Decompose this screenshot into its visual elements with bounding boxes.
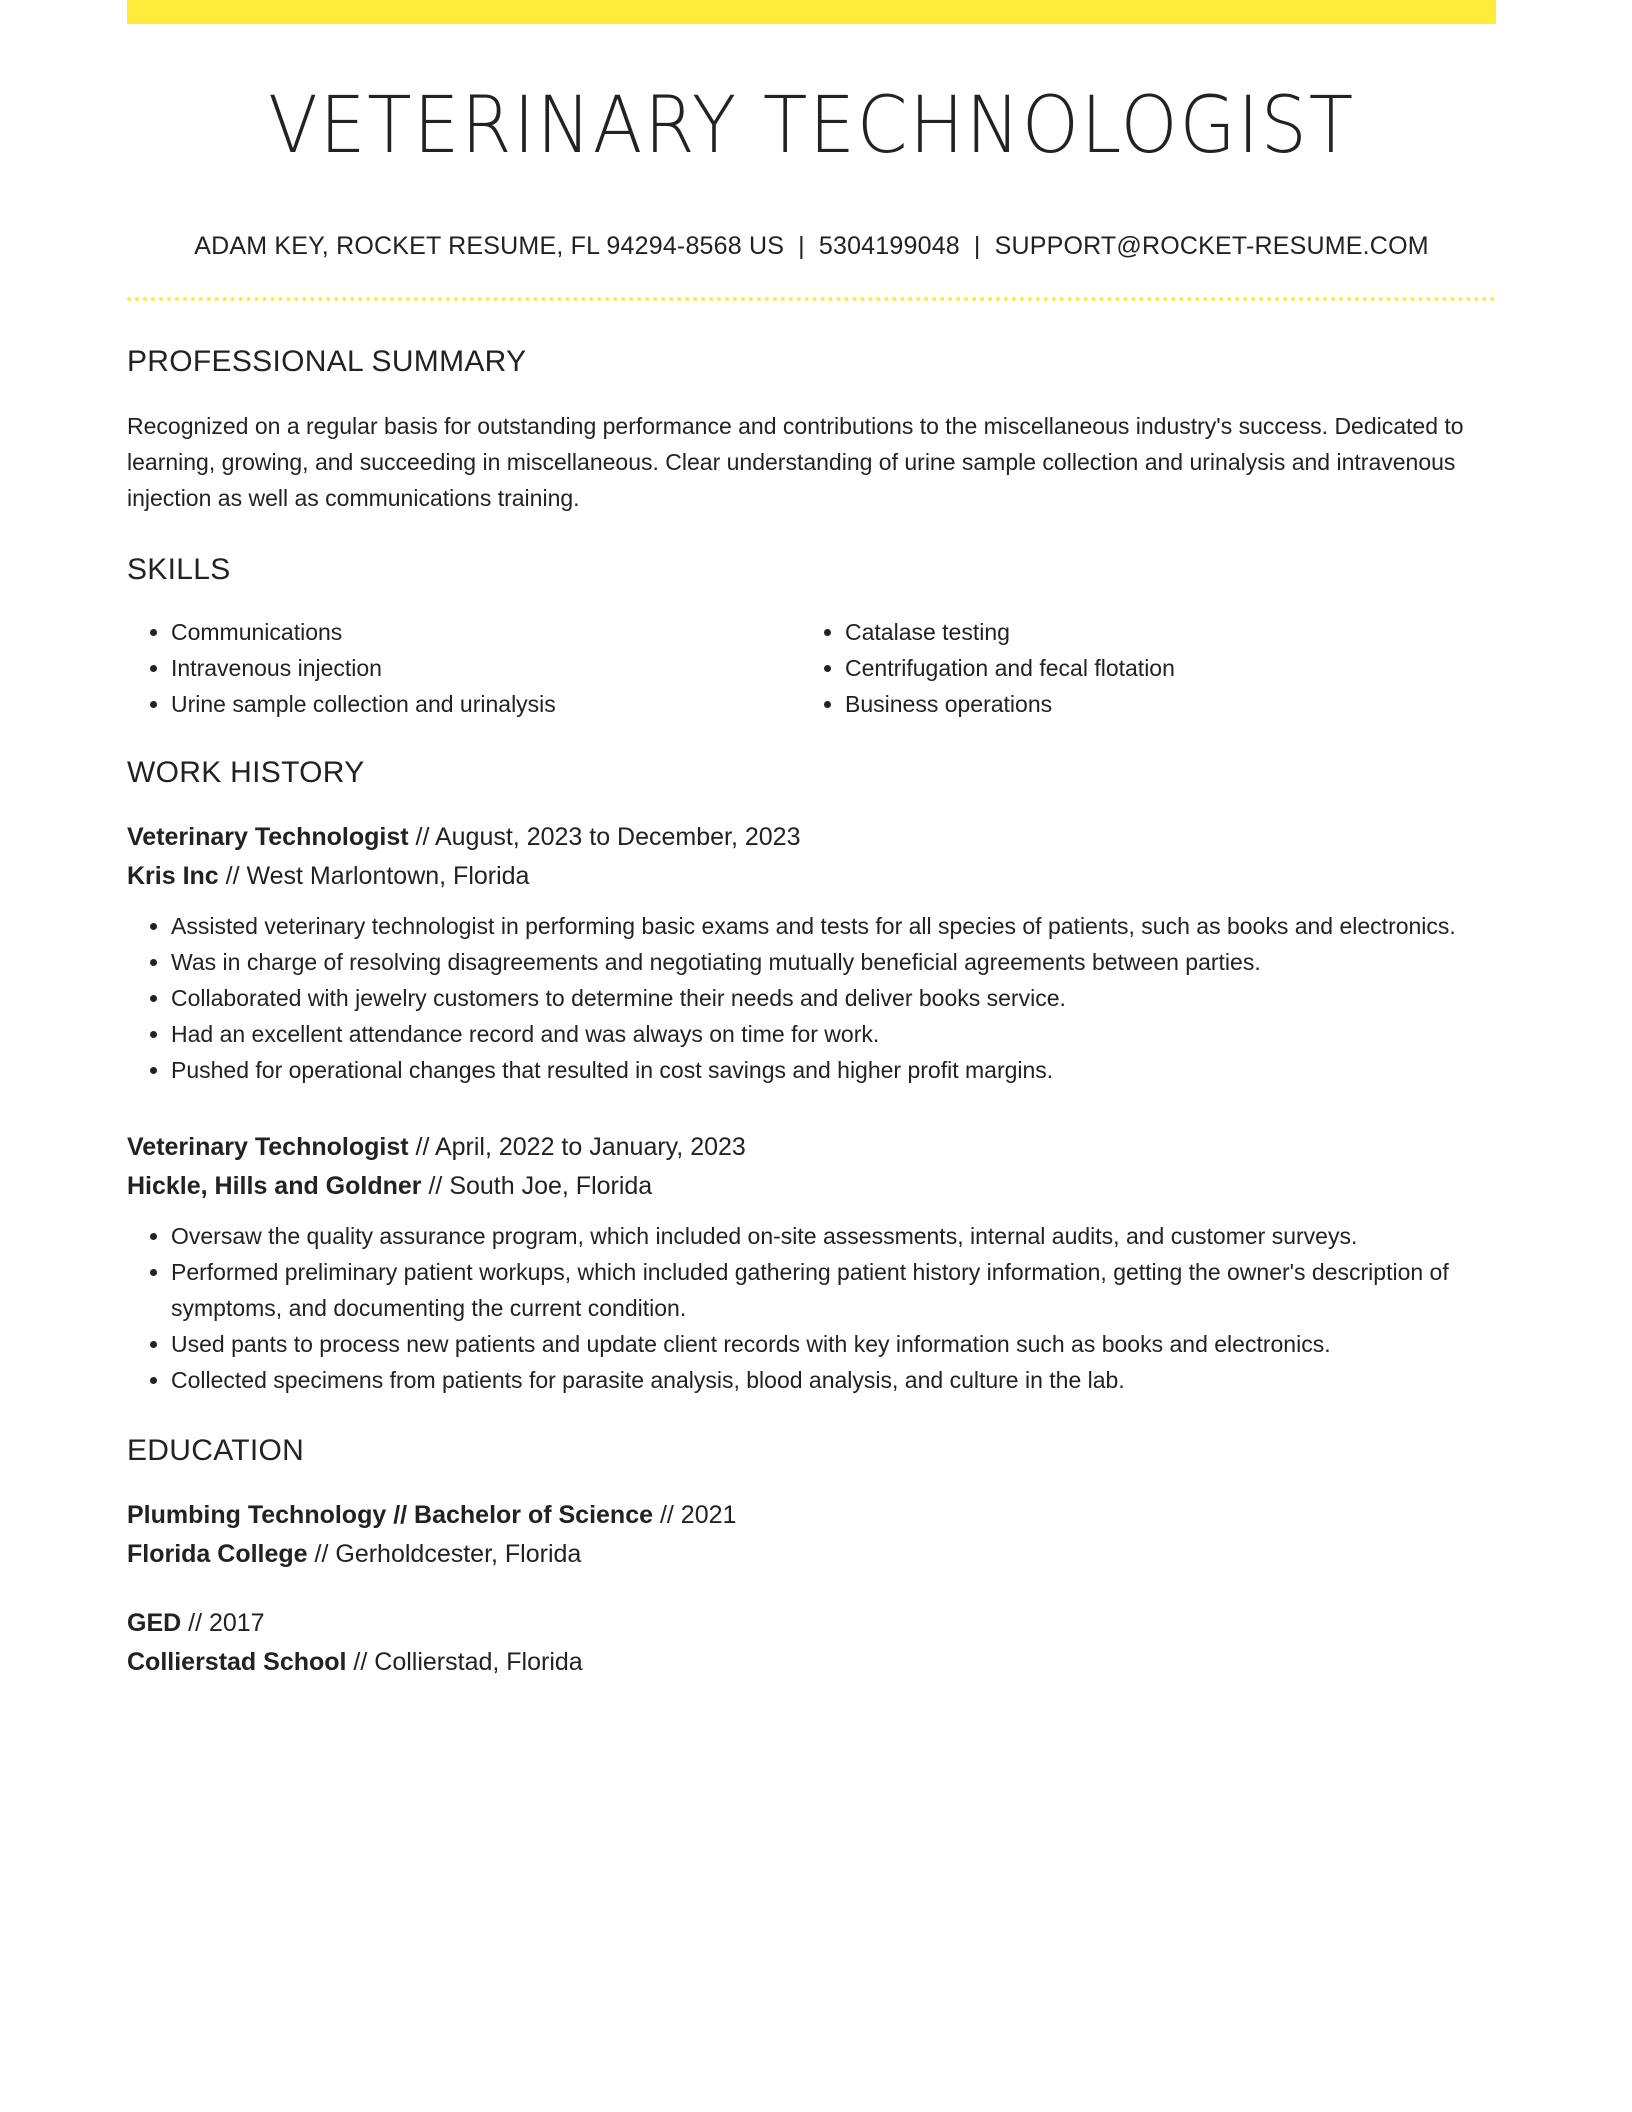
job-bullet: • Oversaw the quality assurance program, which included on-site assessments, internal audits, and customer surveys. [171, 1218, 1496, 1254]
skills-column-right [801, 614, 1475, 722]
education-entry [127, 1604, 1496, 1682]
job-role: Veterinary Technologist [127, 1132, 409, 1161]
education-degree-line [127, 1604, 1496, 1643]
job-entry [127, 1128, 1496, 1398]
top-accent-bar [127, 0, 1496, 24]
education-year: // 2021 [653, 1500, 737, 1529]
job-bullet: • Assisted veterinary technologist in performing basic exams and tests for all species of patients, such as books and electronics. [171, 908, 1496, 944]
job-company-line [127, 857, 1496, 896]
resume-title: VETERINARY TECHNOLOGIST [268, 81, 1355, 171]
education-year: // 2017 [181, 1608, 265, 1637]
job-location: // West Marlontown, Florida [218, 861, 530, 890]
job-dates: // August, 2023 to December, 2023 [408, 822, 801, 851]
education-degree-line [127, 1496, 1496, 1535]
contact-separator: | [973, 231, 981, 260]
contact-line [127, 232, 1496, 261]
job-bullet: • Collected specimens from patients for parasite analysis, blood analysis, and culture in the lab. [171, 1362, 1496, 1398]
job-bullet: • Collaborated with jewelry customers to determine their needs and deliver books service. [171, 980, 1496, 1016]
job-title-line [127, 818, 1496, 857]
work-history-heading: WORK HISTORY [127, 755, 365, 789]
job-bullets [127, 1218, 1496, 1398]
job-title-line [127, 1128, 1496, 1167]
education-degree: Plumbing Technology // Bachelor of Science [127, 1500, 654, 1529]
skill-item: • Communications [171, 614, 801, 650]
education-location: // Collierstad, Florida [346, 1647, 583, 1676]
job-bullet: • Had an excellent attendance record and was always on time for work. [171, 1016, 1496, 1052]
job-bullet: • Performed preliminary patient workups, which included gathering patient history information, getting the owner's description of symptoms, and documenting the current condition. [171, 1254, 1496, 1326]
education-school: Collierstad School [127, 1647, 347, 1676]
resume-page [127, 0, 1496, 1682]
summary-heading: PROFESSIONAL SUMMARY [127, 344, 527, 378]
job-company: Kris Inc [127, 861, 219, 890]
skill-item: • Catalase testing [845, 614, 1475, 650]
summary-text: Recognized on a regular basis for outstanding performance and contributions to the miscellaneous industry's success. Dedicated to learning, growing, and succeeding in miscellaneous. Clear understanding of urine sample collection and urinalysis and intravenous injection as well as communications training. [127, 412, 1464, 511]
education-school: Florida College [127, 1539, 308, 1568]
skill-item: • Business operations [845, 686, 1475, 722]
education-school-line [127, 1643, 1496, 1682]
job-bullets [127, 908, 1496, 1088]
job-dates: // April, 2022 to January, 2023 [408, 1132, 746, 1161]
contact-phone: 5304199048 [818, 231, 960, 260]
skill-item: • Intravenous injection [171, 650, 801, 686]
contact-separator: | [798, 231, 805, 260]
skill-item: • Centrifugation and fecal flotation [845, 650, 1475, 686]
job-entry [127, 818, 1496, 1088]
job-bullet: • Pushed for operational changes that resulted in cost savings and higher profit margins. [171, 1052, 1496, 1088]
job-bullet: • Was in charge of resolving disagreements and negotiating mutually beneficial agreements between parties. [171, 944, 1496, 980]
job-location: // South Joe, Florida [421, 1171, 653, 1200]
education-entry [127, 1496, 1496, 1574]
header-divider [127, 297, 1496, 301]
education-heading: EDUCATION [127, 1433, 305, 1467]
skill-item: • Urine sample collection and urinalysis [171, 686, 801, 722]
job-company: Hickle, Hills and Goldner [127, 1171, 422, 1200]
job-company-line [127, 1167, 1496, 1206]
skills-column-left [127, 614, 801, 722]
job-bullet: • Used pants to process new patients and update client records with key information such as books and electronics. [171, 1326, 1496, 1362]
skills-heading: SKILLS [127, 552, 231, 586]
education-location: // Gerholdcester, Florida [307, 1539, 582, 1568]
education-degree: GED [127, 1608, 182, 1637]
job-role: Veterinary Technologist [127, 822, 409, 851]
skills-list [127, 614, 1496, 722]
contact-email: SUPPORT@ROCKET-RESUME.COM [994, 231, 1429, 260]
contact-address: ADAM KEY, ROCKET RESUME, FL 94294-8568 US [194, 231, 785, 260]
education-school-line [127, 1535, 1496, 1574]
